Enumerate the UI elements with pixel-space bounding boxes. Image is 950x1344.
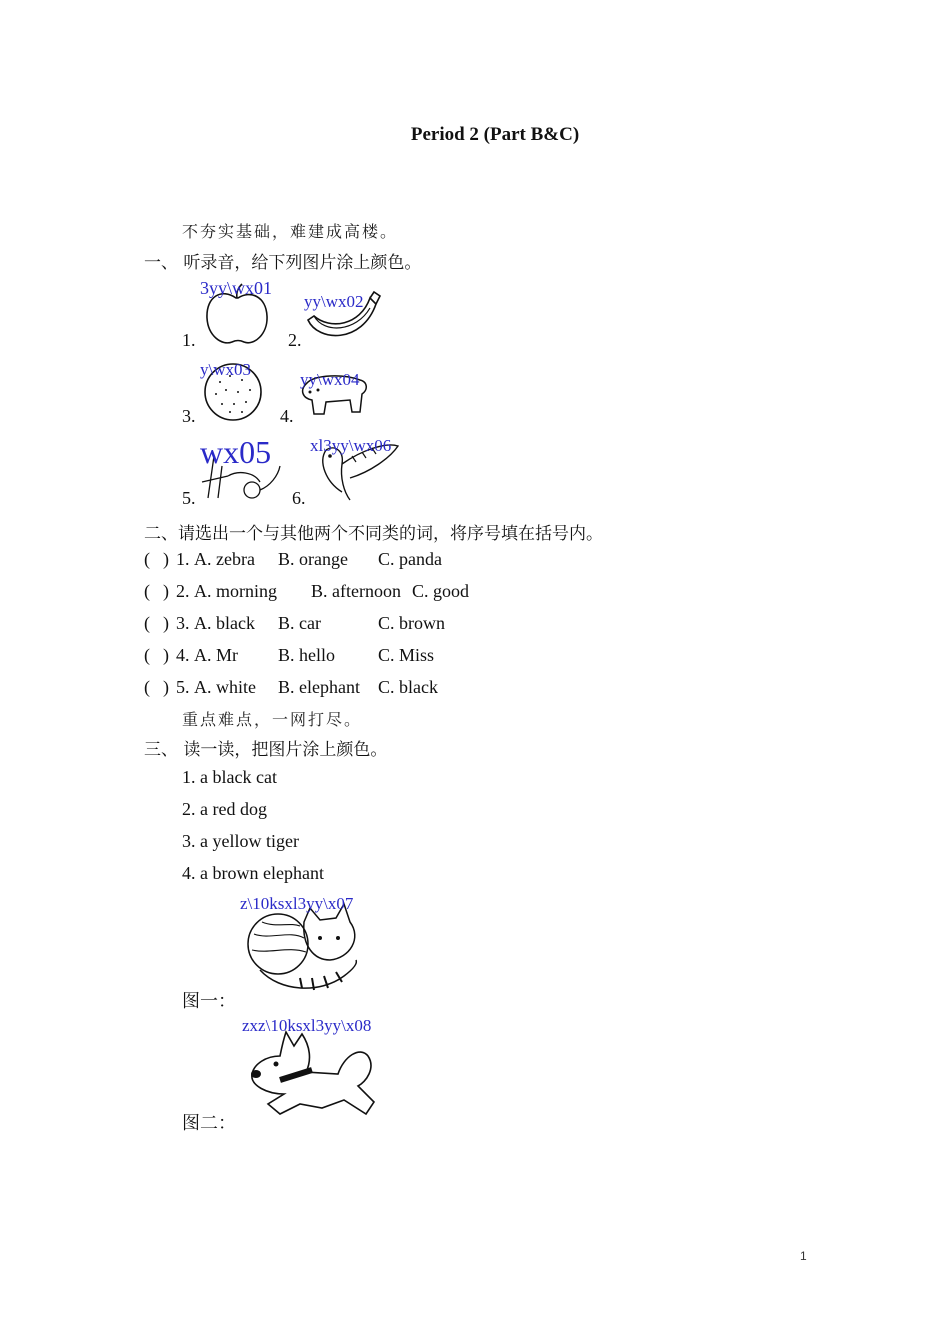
question-number: 1.: [176, 549, 190, 569]
question-number: 3.: [176, 613, 190, 633]
option-a: A. Mr: [194, 645, 238, 665]
option-a: A. black: [194, 613, 255, 633]
color-instruction-3: 3. a yellow tiger: [182, 831, 299, 851]
item-number-4: 4.: [280, 406, 294, 426]
apple-picture: [200, 278, 275, 350]
option-a: A. white: [194, 677, 256, 697]
color-instruction-1: 1. a black cat: [182, 767, 277, 787]
item-number-2: 2.: [288, 330, 302, 350]
option-b: B. elephant: [278, 677, 360, 697]
answer-bracket-close: ): [163, 677, 169, 697]
answer-bracket[interactable]: (: [144, 677, 150, 697]
motto-key-points: 重点难点，一网打尽。: [182, 710, 363, 729]
section-two-heading: 二、请选出一个与其他两个不同类的词，将序号填在括号内。: [144, 524, 603, 544]
option-b: B. afternoon: [311, 581, 401, 601]
watermark-01: 3yy\wx01: [200, 278, 272, 298]
option-a: A. zebra: [194, 549, 255, 569]
bird-picture: [306, 436, 402, 504]
option-b: B. car: [278, 613, 321, 633]
item-number-6: 6.: [292, 488, 306, 508]
watermark-06: xl3yy\wx06: [310, 436, 392, 455]
option-c: C. black: [378, 677, 438, 697]
answer-bracket[interactable]: (: [144, 549, 150, 569]
orange-picture: [200, 360, 266, 422]
option-c: C. panda: [378, 549, 442, 569]
option-a: A. morning: [194, 581, 277, 601]
page-title: Period 2 (Part B&C): [410, 124, 580, 145]
option-c: C. brown: [378, 613, 445, 633]
answer-bracket-close: ): [163, 645, 169, 665]
color-instruction-4: 4. a brown elephant: [182, 863, 324, 883]
watermark-08: zxz\10ksxl3yy\x08: [242, 1016, 372, 1035]
watermark-05: wx05: [200, 434, 272, 470]
watermark-04: yy\wx04: [300, 370, 360, 389]
figure-two-label: 图二：: [182, 1113, 236, 1133]
question-number: 5.: [176, 677, 190, 697]
answer-bracket-close: ): [163, 613, 169, 633]
item-number-1: 1.: [182, 330, 196, 350]
watermark-03: y\wx03: [200, 360, 251, 379]
answer-bracket[interactable]: (: [144, 645, 150, 665]
option-c: C. Miss: [378, 645, 435, 665]
monkey-picture: [198, 436, 284, 502]
answer-bracket-close: ): [163, 549, 169, 569]
banana-picture: [304, 290, 384, 346]
item-number-5: 5.: [182, 488, 196, 508]
question-number: 4.: [176, 645, 190, 665]
option-b: B. orange: [278, 549, 348, 569]
section-three-heading: 三、 读一读，把图片涂上颜色。: [144, 740, 388, 760]
bear-picture: [296, 368, 372, 418]
answer-bracket-close: ): [163, 581, 169, 601]
watermark-07: z\10ksxl3yy\x07: [240, 894, 354, 913]
page-number: 1: [800, 1249, 807, 1263]
watermark-02: yy\wx02: [304, 292, 364, 311]
item-number-3: 3.: [182, 406, 196, 426]
section-one-heading: 一、 听录音，给下列图片涂上颜色。: [144, 253, 422, 273]
question-number: 2.: [176, 581, 190, 601]
answer-bracket[interactable]: (: [144, 581, 150, 601]
kitten-picture: [240, 894, 366, 996]
option-b: B. hello: [278, 645, 335, 665]
figure-one-label: 图一：: [182, 991, 236, 1011]
answer-bracket[interactable]: (: [144, 613, 150, 633]
option-c: C. good: [412, 581, 470, 601]
motto-foundation: 不夯实基础，难建成高楼。: [182, 222, 399, 241]
dog-picture: [240, 1016, 380, 1122]
color-instruction-2: 2. a red dog: [182, 799, 267, 819]
